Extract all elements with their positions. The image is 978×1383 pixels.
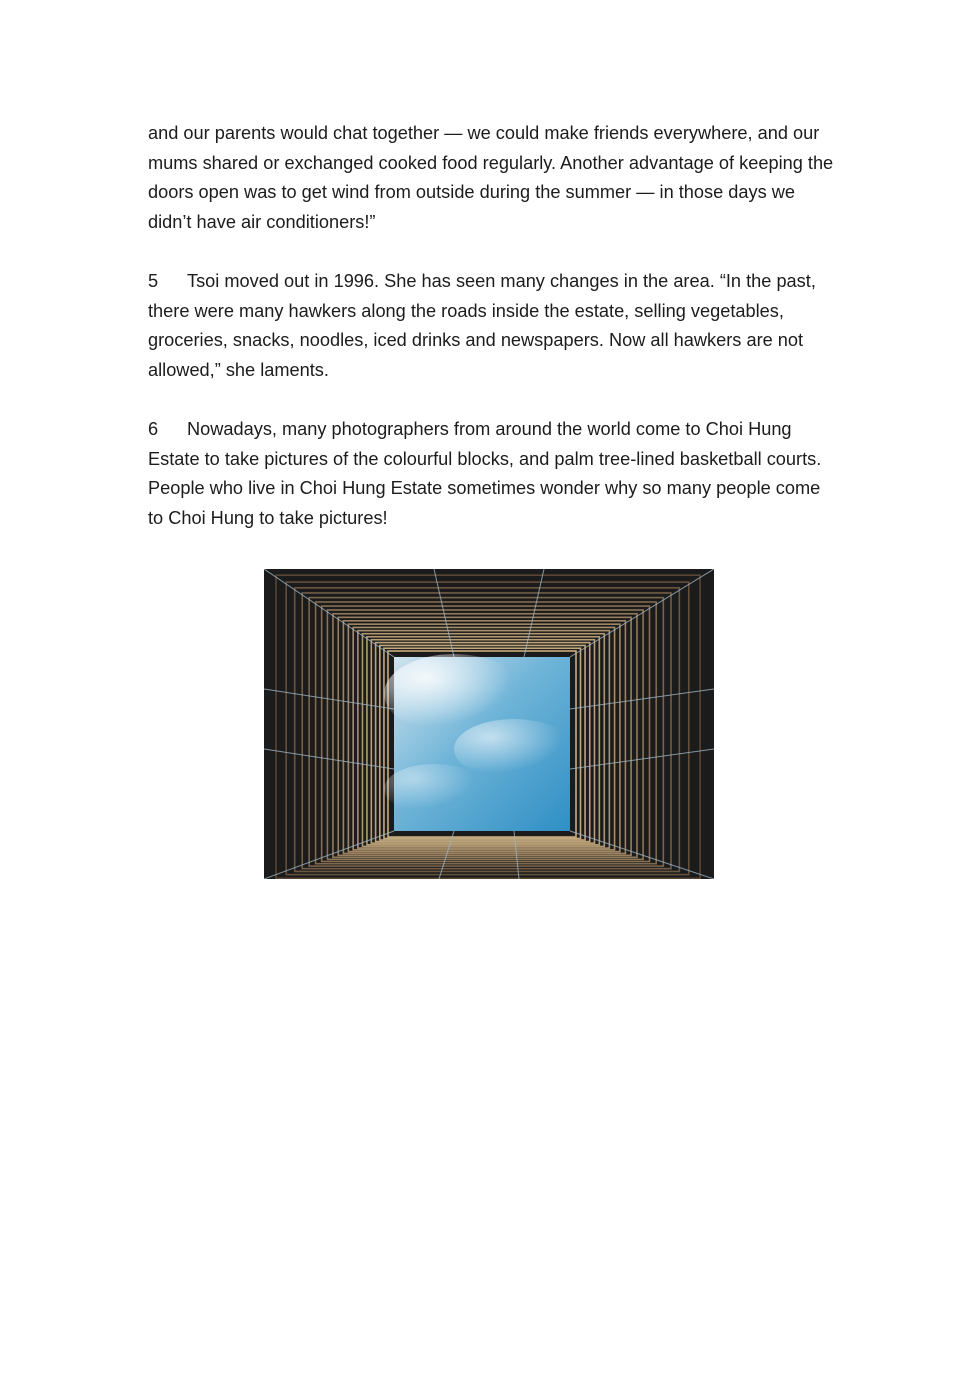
paragraph-number: 6	[148, 419, 159, 439]
cloud	[384, 764, 484, 814]
paragraph-text: Tsoi moved out in 1996. She has seen many changes in the area. “In the past, there were many hawkers along the roads inside the estate, selling vegetables, groceries, snacks, noodles, iced drinks and newspapers. Now all hawkers are not allowed,” she laments.	[148, 271, 816, 380]
courtyard-illustration	[264, 569, 714, 879]
paragraph-text: Nowadays, many photographers from around the world come to Choi Hung Estate to take pictures of the colourful blocks, and palm tree-lined basketball courts. People who live in Choi Hung Estate sometimes wonder why so many people come to Choi Hung to take pictures!	[148, 419, 822, 528]
paragraph-text: and our parents would chat together — we could make friends everywhere, and our mums shared or exchanged cooked food regularly. Another advantage of keeping the doors open was to get wind from outside during the summer — in those days we didn’t have air conditioners!”	[148, 123, 834, 232]
paragraph-6	[148, 415, 838, 533]
paragraph-continued	[148, 119, 838, 237]
paragraph-number: 5	[148, 271, 159, 291]
courtyard-photo	[264, 569, 714, 879]
paragraph-5	[148, 267, 838, 385]
cloud	[454, 719, 574, 779]
